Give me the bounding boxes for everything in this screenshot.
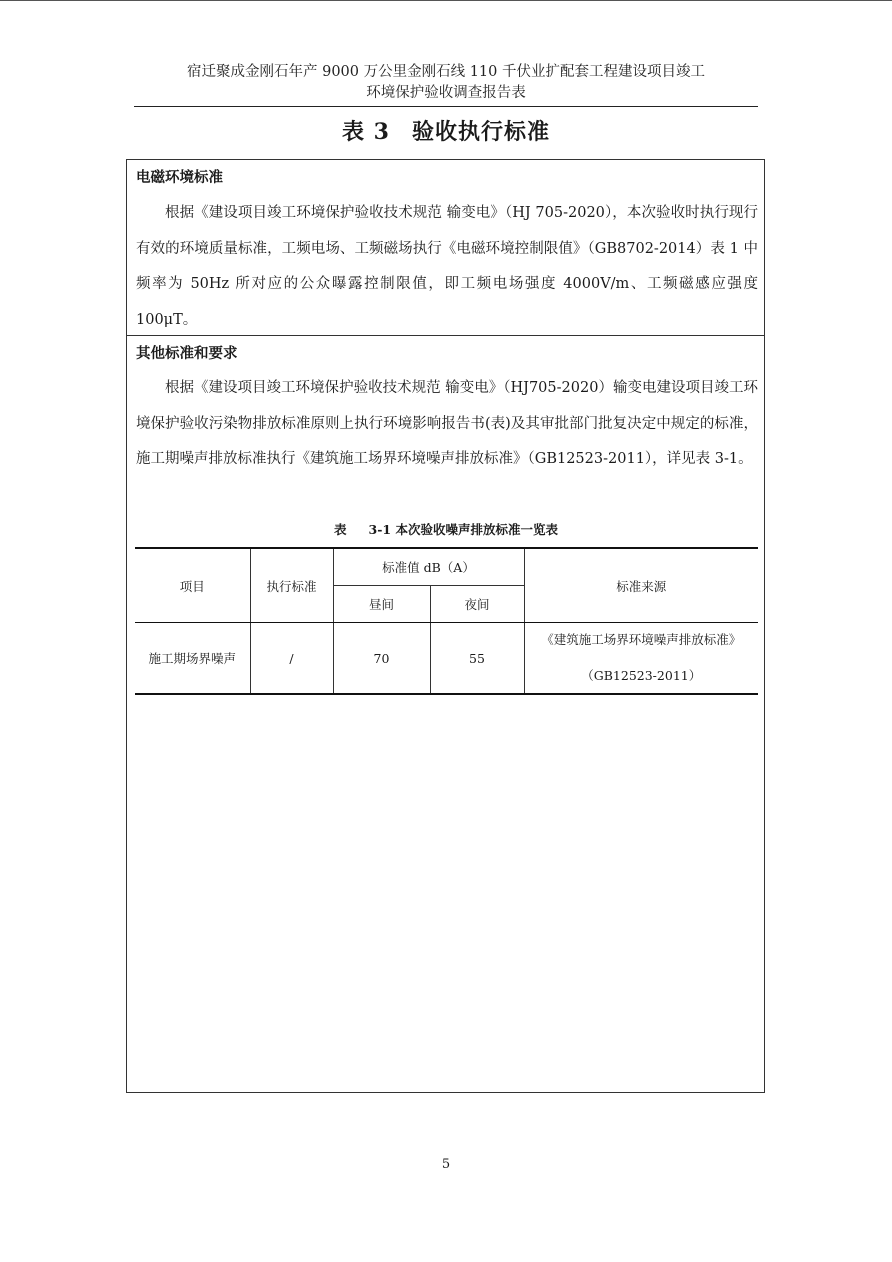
header-line-2: 环境保护验收调查报告表 <box>366 85 526 101</box>
header-source: 标准来源 <box>524 548 758 623</box>
cell-standard: / <box>250 623 333 695</box>
section-body-other: 根据《建设项目竣工环境保护验收技术规范 输变电》（HJ705-2020）输变电建设项目竣工环境保护验收污染物排放标准原则上执行环境影响报告书(表)及其审批部门批复决定中规定的标准，施工期噪声排放标准执行《建筑施工场界环境噪声排放标准》（GB12523-2011），详见表 3-1。 <box>136 380 758 467</box>
table-caption-text: 3-1 本次验收噪声排放标准一览表 <box>368 522 558 537</box>
cell-night: 55 <box>430 623 524 695</box>
table-caption <box>0 520 892 540</box>
section-heading-em: 电磁环境标准 <box>136 169 223 186</box>
cell-source-code: （GB12523-2011） <box>581 668 702 683</box>
section-body-em: 根据《建设项目竣工环境保护验收技术规范 输变电》（HJ 705-2020），本次验收时执行现行有效的环境质量标准，工频电场、工频磁场执行《电磁环境控制限值》（GB8702-2014）表 1 中频率为 50Hz 所对应的公众曝露控制限值，即工频电场强度 4000V/m、工频磁感应强度 100μT。 <box>136 205 758 328</box>
cell-day: 70 <box>333 623 430 695</box>
cell-item: 施工期场界噪声 <box>148 651 236 666</box>
title-number: 表 3 <box>342 119 390 145</box>
page-top-rule <box>0 0 892 1</box>
header-day: 昼间 <box>333 586 430 623</box>
report-header <box>134 62 758 104</box>
header-line-1: 宿迁聚成金刚石年产 9000 万公里金刚石线 110 千伏业扩配套工程建设项目竣工 <box>186 64 705 80</box>
title-text: 验收执行标准 <box>411 119 550 145</box>
noise-standard-table <box>135 547 758 695</box>
cell-source-title: 《建筑施工场界环境噪声排放标准》 <box>541 632 742 647</box>
header-night: 夜间 <box>430 586 524 623</box>
header-item: 项目 <box>135 548 250 623</box>
section-heading-other: 其他标准和要求 <box>136 345 238 362</box>
table-caption-label: 表 <box>334 522 347 537</box>
table-header-row <box>135 548 758 586</box>
header-rule <box>134 106 758 107</box>
header-limit-group: 标准值 dB（A） <box>333 548 524 586</box>
cell-source <box>524 623 758 695</box>
page-number: 5 <box>441 1157 451 1172</box>
header-standard: 执行标准 <box>250 548 333 623</box>
table-row <box>135 623 758 695</box>
page-title <box>0 116 892 148</box>
